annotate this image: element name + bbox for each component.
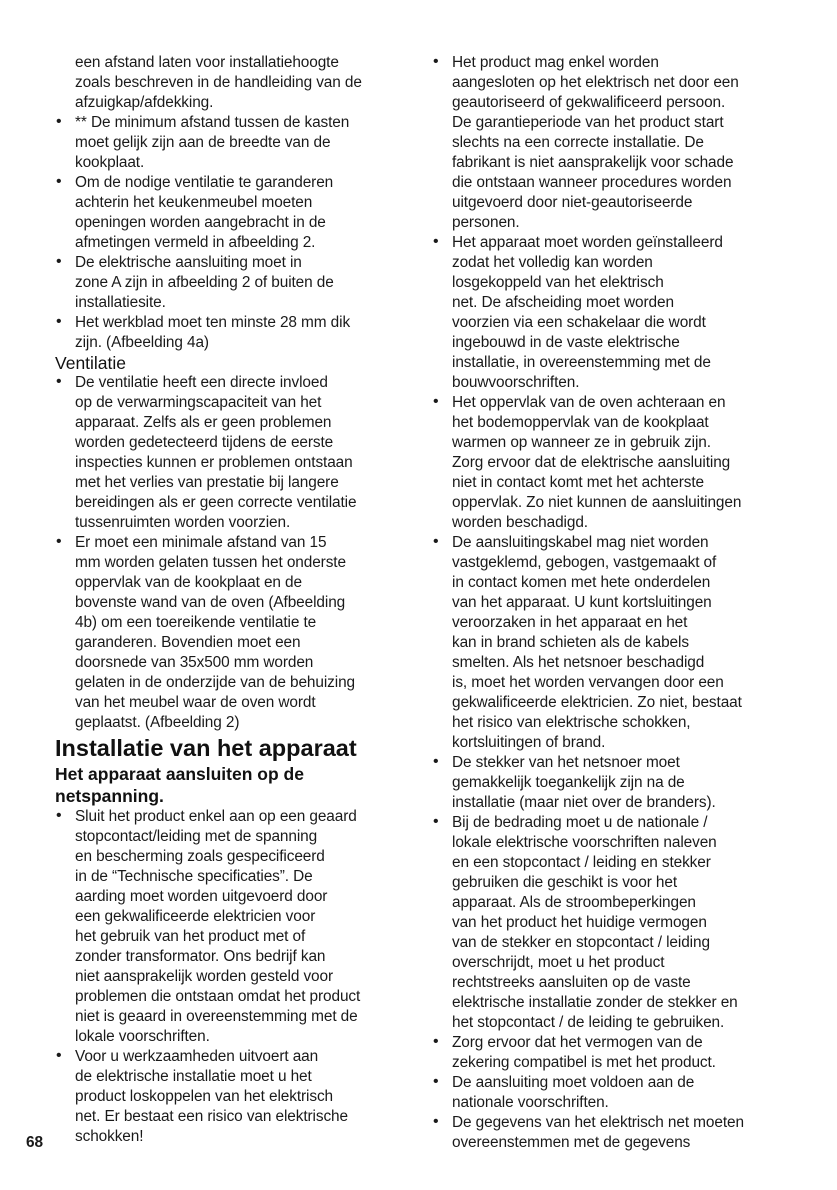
bullet-marker: • bbox=[433, 233, 439, 250]
bullet-marker: • bbox=[56, 313, 62, 330]
text-line: Het apparaat aansluiten op de bbox=[55, 764, 304, 784]
text-line: zoals beschreven in de handleiding van de bbox=[75, 74, 362, 91]
text-line: uitgevoerd door niet-geautoriseerde bbox=[452, 194, 693, 211]
text-line: fabrikant is niet aansprakelijk voor schade bbox=[452, 154, 734, 171]
text-line: niet is geaard in overeenstemming met de bbox=[75, 1008, 358, 1025]
bullet-item bbox=[432, 1073, 784, 1113]
text-line: de elektrische installatie moet u het bbox=[75, 1068, 312, 1085]
text-line: niet in contact komt met het achterste bbox=[452, 474, 704, 491]
section-subheading bbox=[55, 763, 405, 807]
text-line: het stopcontact / de leiding te gebruiken. bbox=[452, 1014, 725, 1031]
text-line: gebruiken die geschikt is voor het bbox=[452, 874, 678, 891]
text-line: het bodemoppervlak van de kookplaat bbox=[452, 414, 709, 431]
text-line: niet aansprakelijk worden gesteld voor bbox=[75, 968, 333, 985]
text-line: De garantieperiode van het product start bbox=[452, 114, 724, 131]
page-number: 68 bbox=[26, 1134, 44, 1151]
text-line: kan in brand schieten als de kabels bbox=[452, 634, 689, 651]
text-line: van de stekker en stopcontact / leiding bbox=[452, 934, 710, 951]
text-line: kortsluitingen of brand. bbox=[452, 734, 606, 751]
text-line: bereidingen als er geen correcte ventilatie bbox=[75, 494, 357, 511]
text-line: Zorg ervoor dat de elektrische aansluiting bbox=[452, 454, 731, 471]
text-line: het risico van elektrische schokken, bbox=[452, 714, 691, 731]
text-line: gelaten in de onderzijde van de behuizing bbox=[75, 674, 355, 691]
text-line: Het product mag enkel worden bbox=[452, 54, 659, 71]
continued-paragraph bbox=[55, 53, 405, 113]
text-line: product loskoppelen van het elektrisch bbox=[75, 1088, 333, 1105]
bullet-marker: • bbox=[433, 393, 439, 410]
text-line: afzuigkap/afdekking. bbox=[75, 94, 214, 111]
text-line: Het werkblad moet ten minste 28 mm dik bbox=[75, 314, 351, 331]
text-line: aangesloten op het elektrisch net door een bbox=[452, 74, 739, 91]
right-column bbox=[432, 53, 784, 1153]
text-line: mm worden gelaten tussen het onderste bbox=[75, 554, 346, 571]
text-line: Er moet een minimale afstand van 15 bbox=[75, 534, 327, 551]
text-line: is, moet het worden vervangen door een bbox=[452, 674, 724, 691]
bullet-marker: • bbox=[433, 53, 439, 70]
bullet-marker: • bbox=[433, 813, 439, 830]
text-line: De stekker van het netsnoer moet bbox=[452, 754, 680, 771]
text-line: Ventilatie bbox=[55, 353, 127, 373]
text-line: ** De minimum afstand tussen de kasten bbox=[75, 114, 350, 131]
text-line: op de verwarmingscapaciteit van het bbox=[75, 394, 322, 411]
text-line: apparaat. Als de stroombeperkingen bbox=[452, 894, 696, 911]
text-line: zijn. (Afbeelding 4a) bbox=[75, 334, 209, 351]
bullet-marker: • bbox=[56, 113, 62, 130]
text-line: lokale voorschriften. bbox=[75, 1028, 210, 1045]
bullet-item bbox=[432, 53, 784, 233]
text-line: installatie (maar niet over de branders). bbox=[452, 794, 716, 811]
text-line: Het oppervlak van de oven achteraan en bbox=[452, 394, 726, 411]
text-line: aarding moet worden uitgevoerd door bbox=[75, 888, 328, 905]
bullet-marker: • bbox=[433, 1113, 439, 1130]
text-line: De ventilatie heeft een directe invloed bbox=[75, 374, 328, 391]
text-line: zekering compatibel is met het product. bbox=[452, 1054, 716, 1071]
text-line: overeenstemmen met de gegevens bbox=[452, 1134, 691, 1151]
text-line: smelten. Als het netsnoer beschadigd bbox=[452, 654, 705, 671]
text-line: bouwvoorschriften. bbox=[452, 374, 580, 391]
text-line: rechtstreeks aansluiten op de vaste bbox=[452, 974, 691, 991]
text-line: Om de nodige ventilatie te garanderen bbox=[75, 174, 334, 191]
bullet-marker: • bbox=[56, 373, 62, 390]
text-line: personen. bbox=[452, 214, 520, 231]
bullet-marker: • bbox=[433, 1033, 439, 1050]
text-line: 4b) om een toereikende ventilatie te bbox=[75, 614, 317, 631]
text-line: installatiesite. bbox=[75, 294, 166, 311]
text-line: kookplaat. bbox=[75, 154, 145, 171]
text-line: een gekwalificeerde elektricien voor bbox=[75, 908, 316, 925]
text-line: ingebouwd in de vaste elektrische bbox=[452, 334, 680, 351]
text-line: net. De afscheiding moet worden bbox=[452, 294, 674, 311]
text-line: achterin het keukenmeubel moeten bbox=[75, 194, 313, 211]
section-subheading bbox=[55, 353, 405, 373]
text-line: warmen op wanneer ze in gebruik zijn. bbox=[452, 434, 711, 451]
bullet-item bbox=[432, 1033, 784, 1073]
bullet-item bbox=[432, 393, 784, 533]
text-line: losgekoppeld van het elektrisch bbox=[452, 274, 664, 291]
text-line: vastgeklemd, gebogen, vastgemaakt of bbox=[452, 554, 717, 571]
text-line: moet gelijk zijn aan de breedte van de bbox=[75, 134, 331, 151]
text-line: zodat het volledig kan worden bbox=[452, 254, 653, 271]
text-line: oppervlak van de kookplaat en de bbox=[75, 574, 302, 591]
text-line: elektrische installatie zonder de stekker en bbox=[452, 994, 738, 1011]
text-line: geplaatst. (Afbeelding 2) bbox=[75, 714, 240, 731]
text-line: lokale elektrische voorschriften naleven bbox=[452, 834, 717, 851]
text-line: veroorzaken in het apparaat en het bbox=[452, 614, 688, 631]
text-line: geautoriseerd of gekwalificeerd persoon. bbox=[452, 94, 726, 111]
text-line: Zorg ervoor dat het vermogen van de bbox=[452, 1034, 703, 1051]
bullet-item bbox=[55, 807, 405, 1047]
text-line: slechts na een correcte installatie. De bbox=[452, 134, 704, 151]
text-line: van het meubel waar de oven wordt bbox=[75, 694, 316, 711]
text-line: stopcontact/leiding met de spanning bbox=[75, 828, 318, 845]
bullet-marker: • bbox=[433, 1073, 439, 1090]
text-line: in de “Technische specificaties”. De bbox=[75, 868, 313, 885]
text-line: zonder transformator. Ons bedrijf kan bbox=[75, 948, 326, 965]
text-line: overschrijdt, moet u het product bbox=[452, 954, 665, 971]
text-line: en bescherming zoals gespecificeerd bbox=[75, 848, 325, 865]
text-line: Installatie van het apparaat bbox=[55, 735, 357, 761]
text-line: en een stopcontact / leiding en stekker bbox=[452, 854, 711, 871]
text-line: net. Er bestaat een risico van elektrische bbox=[75, 1108, 348, 1125]
text-line: apparaat. Zelfs als er geen problemen bbox=[75, 414, 332, 431]
bullet-item bbox=[432, 533, 784, 753]
text-line: voorzien via een schakelaar die wordt bbox=[452, 314, 706, 331]
text-line: afmetingen vermeld in afbeelding 2. bbox=[75, 234, 316, 251]
text-line: garanderen. Bovendien moet een bbox=[75, 634, 301, 651]
bullet-item bbox=[55, 1047, 405, 1147]
bullet-marker: • bbox=[56, 807, 62, 824]
text-line: gekwalificeerde elektricien. Zo niet, bestaat bbox=[452, 694, 742, 711]
text-line: Bij de bedrading moet u de nationale / bbox=[452, 814, 708, 831]
text-line: De elektrische aansluiting moet in bbox=[75, 254, 302, 271]
section-heading bbox=[55, 733, 405, 763]
bullet-item bbox=[55, 313, 405, 353]
bullet-item bbox=[55, 173, 405, 253]
bullet-marker: • bbox=[56, 253, 62, 270]
text-line: die ontstaan wanneer procedures worden bbox=[452, 174, 732, 191]
text-line: inspecties kunnen er problemen ontstaan bbox=[75, 454, 353, 471]
text-line: worden beschadigd. bbox=[452, 514, 588, 531]
text-line: het gebruik van het product met of bbox=[75, 928, 306, 945]
text-line: problemen die ontstaan omdat het product bbox=[75, 988, 361, 1005]
text-line: installatie, in overeenstemming met de bbox=[452, 354, 711, 371]
text-line: oppervlak. Zo niet kunnen de aansluitingen bbox=[452, 494, 742, 511]
text-line: Sluit het product enkel aan op een geaard bbox=[75, 808, 357, 825]
bullet-marker: • bbox=[56, 533, 62, 550]
bullet-item bbox=[55, 113, 405, 173]
text-line: openingen worden aangebracht in de bbox=[75, 214, 326, 231]
bullet-item bbox=[432, 1113, 784, 1153]
text-line: Het apparaat moet worden geïnstalleerd bbox=[452, 234, 723, 251]
text-line: worden gedetecteerd tijdens de eerste bbox=[75, 434, 334, 451]
text-line: van het product het huidige vermogen bbox=[452, 914, 707, 931]
bullet-marker: • bbox=[433, 753, 439, 770]
bullet-item bbox=[432, 813, 784, 1033]
text-line: De aansluiting moet voldoen aan de bbox=[452, 1074, 695, 1091]
text-line: schokken! bbox=[75, 1128, 144, 1145]
text-line: in contact komen met hete onderdelen bbox=[452, 574, 711, 591]
text-line: met het verlies van prestatie bij langere bbox=[75, 474, 339, 491]
bullet-item bbox=[432, 233, 784, 393]
text-line: tussenruimten worden voorzien. bbox=[75, 514, 291, 531]
bullet-marker: • bbox=[56, 173, 62, 190]
bullet-item bbox=[55, 253, 405, 313]
text-line: van het apparaat. U kunt kortsluitingen bbox=[452, 594, 712, 611]
left-column bbox=[55, 53, 405, 1147]
text-line: bovenste wand van de oven (Afbeelding bbox=[75, 594, 346, 611]
text-line: zone A zijn in afbeelding 2 of buiten de bbox=[75, 274, 334, 291]
bullet-item bbox=[432, 753, 784, 813]
text-line: De gegevens van het elektrisch net moeten bbox=[452, 1114, 744, 1131]
bullet-item bbox=[55, 533, 405, 733]
bullet-item bbox=[55, 373, 405, 533]
text-line: een afstand laten voor installatiehoogte bbox=[75, 54, 339, 71]
text-line: gemakkelijk toegankelijk zijn na de bbox=[452, 774, 685, 791]
text-line: De aansluitingskabel mag niet worden bbox=[452, 534, 709, 551]
bullet-marker: • bbox=[433, 533, 439, 550]
text-line: Voor u werkzaamheden uitvoert aan bbox=[75, 1048, 319, 1065]
text-line: nationale voorschriften. bbox=[452, 1094, 609, 1111]
text-line: netspanning. bbox=[55, 786, 164, 806]
bullet-marker: • bbox=[56, 1047, 62, 1064]
text-line: doorsnede van 35x500 mm worden bbox=[75, 654, 314, 671]
